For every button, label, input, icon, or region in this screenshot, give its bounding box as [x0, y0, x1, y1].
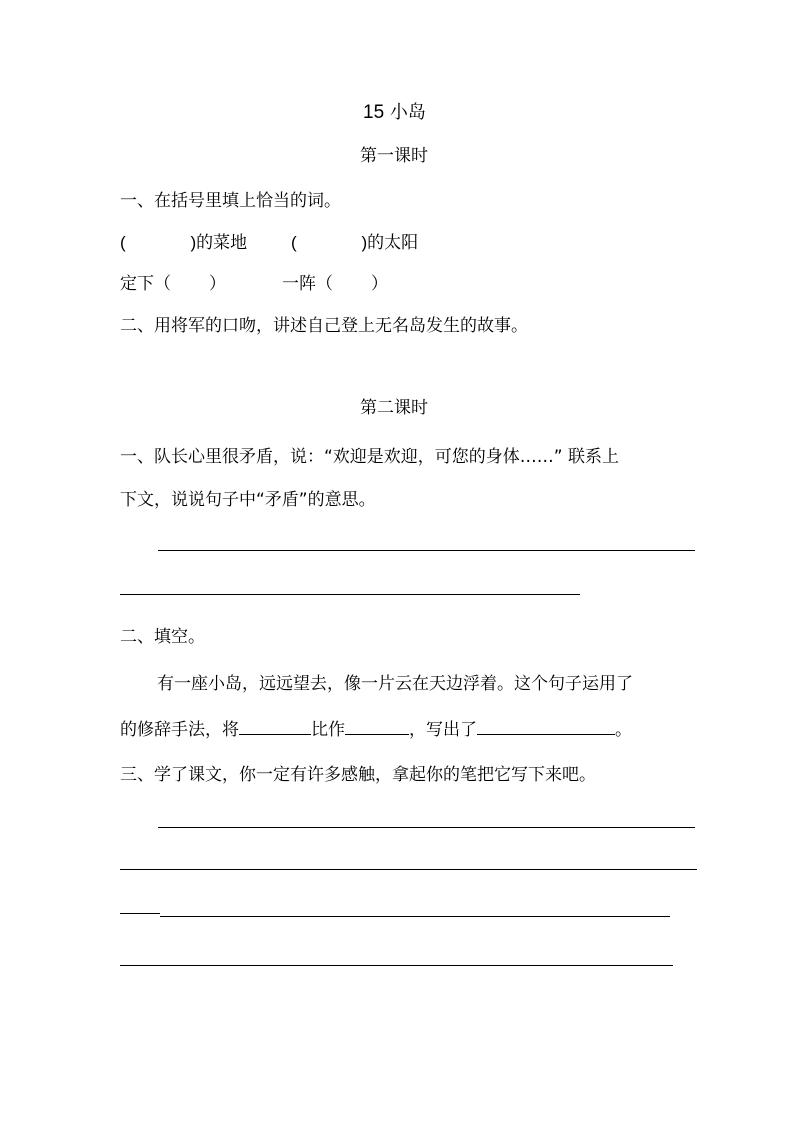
paren-close: ）	[209, 274, 226, 294]
answer-line[interactable]	[120, 913, 160, 914]
answer-line[interactable]	[160, 916, 670, 917]
fill-item-1	[120, 234, 247, 252]
blank-object[interactable]	[239, 720, 311, 735]
q2-text-part3: ，写出了	[409, 720, 477, 740]
paren-close: ）	[371, 274, 388, 294]
paren-close: )	[361, 233, 368, 252]
paren-open: (	[120, 233, 126, 252]
answer-line[interactable]	[158, 827, 695, 828]
q2-text-part1: 的修辞手法，将	[120, 720, 239, 740]
blank-compared-to[interactable]	[345, 720, 409, 735]
l1-question-1: 一、在括号里填上恰当的词。	[120, 191, 341, 211]
lesson1-heading: 第一课时	[360, 146, 428, 166]
fill-item-2-text: 的太阳	[367, 233, 419, 253]
fill-item-2	[291, 234, 418, 252]
l2-question-2: 二、填空。	[120, 627, 205, 647]
fill-item-3	[120, 276, 226, 293]
lesson2-heading: 第二课时	[360, 398, 428, 418]
fill-item-1-text: 的菜地	[196, 233, 248, 253]
page-title	[363, 103, 426, 122]
answer-line[interactable]	[120, 965, 673, 966]
q2-text-part2: 比作	[311, 720, 345, 740]
fill-item-3-text: 定下	[120, 274, 154, 294]
l2-question-3: 三、学了课文，你一定有许多感触，拿起你的笔把它写下来吧。	[120, 765, 596, 785]
l2-question-1-line2: 下文，说说句子中“矛盾”的意思。	[120, 490, 376, 510]
answer-line[interactable]	[158, 550, 695, 551]
l2-question-1-line1: 一、队长心里很矛盾，说：“欢迎是欢迎，可您的身体……” 联系上	[120, 447, 620, 467]
paren-open: （	[316, 274, 333, 294]
q2-text-part4: 。	[615, 720, 632, 740]
l2-question-2-line1: 有一座小岛，远远望去，像一片云在天边浮着。这个句子运用了	[157, 674, 633, 694]
l2-question-2-line2	[120, 720, 632, 739]
lesson-number: 15	[363, 102, 385, 123]
fill-item-4	[282, 276, 388, 293]
paren-open: （	[154, 274, 171, 294]
lesson-title: 小岛	[389, 102, 426, 123]
l1-question-2: 二、用将军的口吻，讲述自己登上无名岛发生的故事。	[120, 316, 528, 336]
paren-close: )	[190, 233, 197, 252]
blank-effect[interactable]	[477, 720, 615, 735]
answer-line[interactable]	[120, 594, 580, 595]
paren-open: (	[291, 233, 297, 252]
fill-item-4-text: 一阵	[282, 274, 316, 294]
answer-line[interactable]	[120, 869, 697, 870]
